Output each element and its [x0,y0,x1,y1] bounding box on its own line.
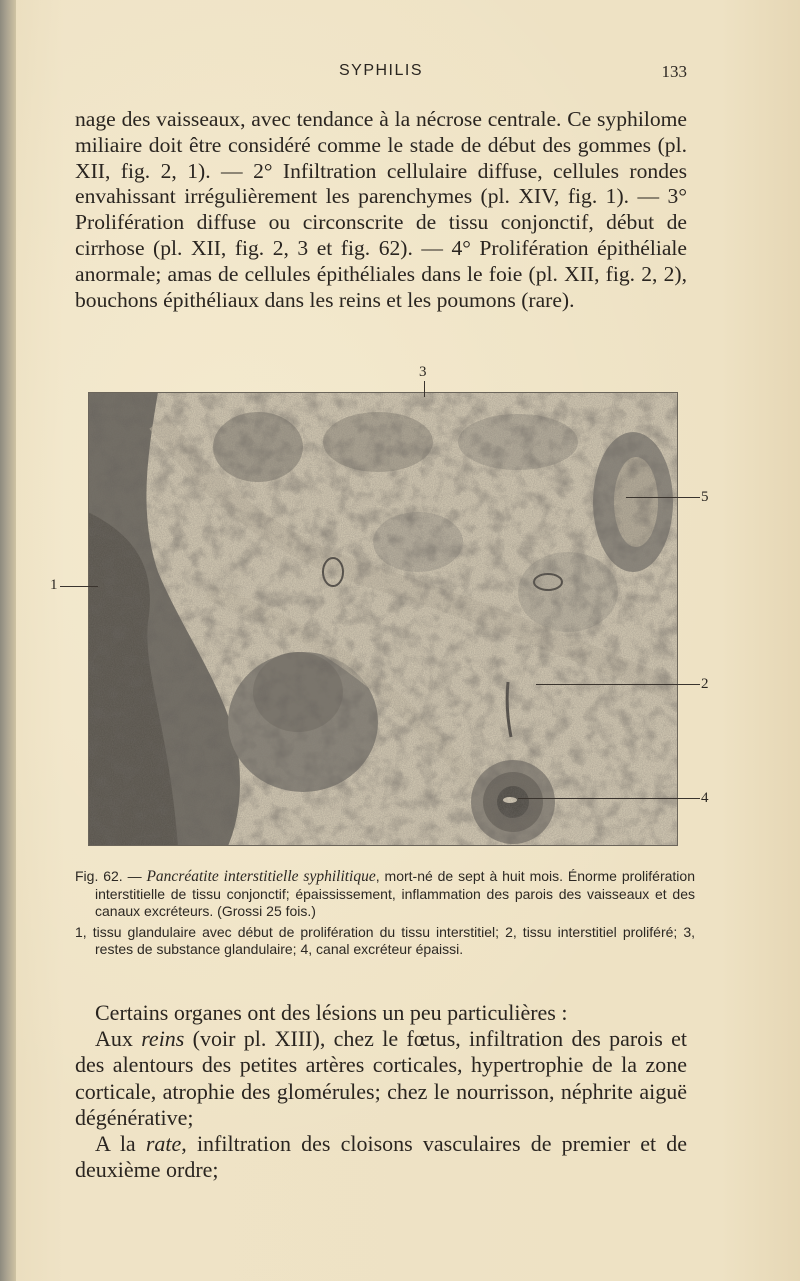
page-number: 133 [661,62,687,81]
running-title: SYPHILIS [338,62,424,79]
page-binding-edge [0,0,16,1281]
spleen-term: rate [145,1131,182,1157]
running-head [75,62,687,86]
caption-figure-number: Fig. 62. — [75,868,142,884]
figure-label-1: 1 [50,577,58,593]
paragraph-organs-intro: Certains organes ont des lésions un peu particulières : [95,1000,568,1025]
leader-line-4 [518,798,700,799]
caption-description: , mort-né de sept à huit mois. Énorme prolifération interstitielle de tissu conjonctif; épaississement, inflammation des parois des vaisseaux et des canaux excréteurs. (Grossi 25 fois.) [95,868,695,919]
paragraph-spleen [75,1131,687,1183]
caption-main [75,868,695,921]
caption-legend: 1, tissu glandulaire avec début de prolifération du tissu interstitiel; 2, tissu interstitiel proliféré; 3, restes de substance glandulaire; 4, canal excréteur épaissi. [75,923,695,957]
spleen-text: , infiltration des cloisons vasculaires de premier et de deuxième ordre; [75,1131,687,1183]
paragraph-kidneys [75,1026,687,1131]
caption-title: Pancréatite interstitielle syphilitique [146,868,376,885]
leader-line-2 [536,684,700,685]
kidneys-lead: Aux [95,1026,142,1052]
kidneys-text: (voir pl. XIII), chez le fœtus, infiltration des parois et des alentours des petites artères corticales, hypertrophie de la zone corticale, atrophie des glomérules; chez le nourrisson, néphrite aiguë dégénérative; [75,1026,688,1130]
figure-label-2: 2 [701,676,709,692]
lower-text-block [75,1000,687,1183]
leader-line-3 [424,381,425,397]
figure-label-5: 5 [701,489,709,505]
figure-62 [48,362,728,862]
leader-line-1 [60,586,98,587]
paragraph-top: nage des vaisseaux, avec tendance à la nécrose centrale. Ce syphilome miliaire doit être considéré comme le stade de début des gommes (pl. XII, fig. 2, 1). — 2° Infiltration cellulaire diffuse, cellules rondes envahissant irrégulièrement les parenchymes (pl. XIV, fig. 1). — 3° Prolifération diffuse ou circonscrite de tissu conjonctif, début de cirrhose (pl. XII, fig. 2, 3 et fig. 62). — 4° Prolifération épithéliale anormale; amas de cellules épithéliales dans le foie (pl. XII, fig. 2, 2), bouchons épithéliaux dans les reins et les poumons (rare). [75,107,687,312]
histology-illustration [88,392,678,846]
leader-line-5 [626,497,700,498]
spleen-lead: A la [95,1131,146,1157]
figure-label-4: 4 [701,790,709,806]
figure-caption [75,868,695,959]
figure-label-3: 3 [419,364,427,380]
kidneys-term: reins [141,1026,185,1052]
